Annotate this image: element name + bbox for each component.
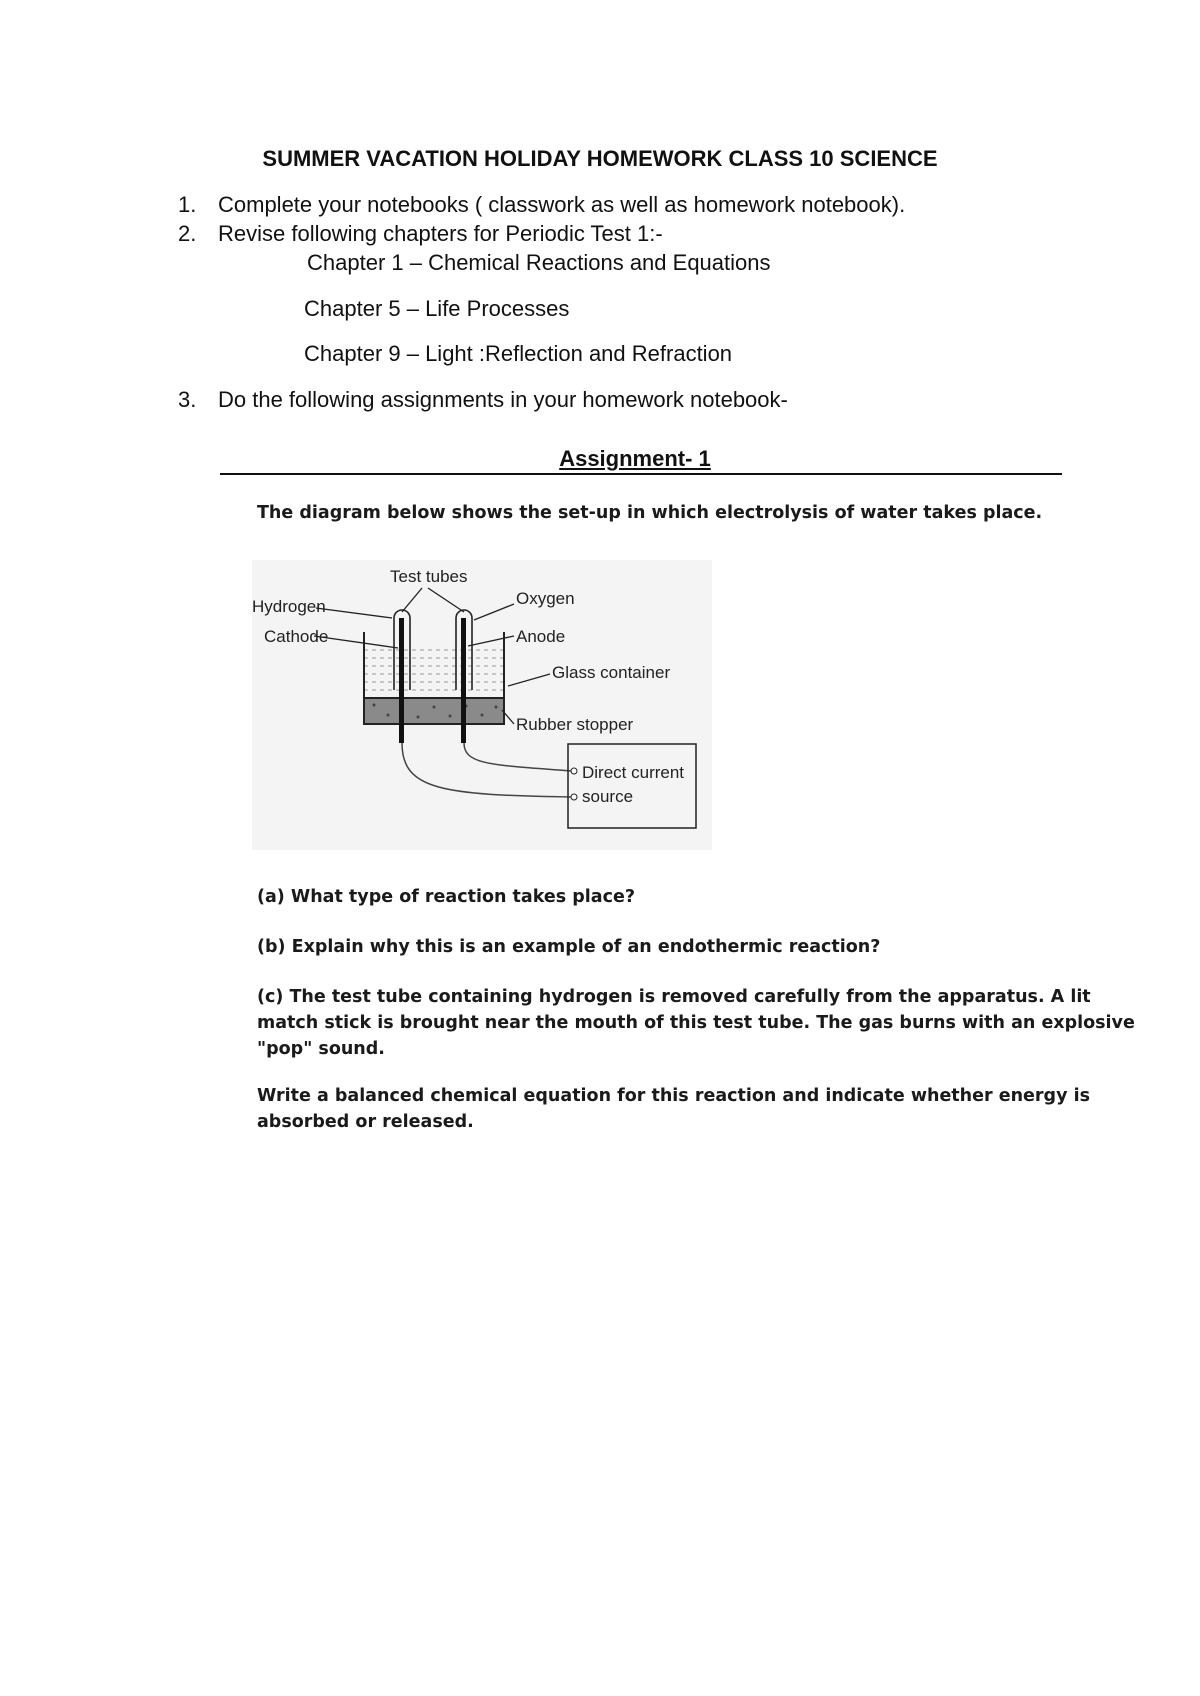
chapter-1: Chapter 1 – Chemical Reactions and Equations [307, 250, 771, 275]
list-number: 3. [178, 387, 197, 412]
label-dc-line2: source [582, 787, 634, 806]
label-glass-container: Glass container [552, 663, 671, 682]
list-text: Complete your notebooks ( classwork as well as homework notebook). [218, 192, 906, 217]
assignment-heading: Assignment- 1 [559, 446, 711, 471]
list-item-2 [178, 221, 663, 247]
label-anode: Anode [516, 627, 566, 646]
list-item-1 [178, 192, 905, 218]
heading-rule [220, 473, 1062, 475]
label-test-tubes: Test tubes [390, 567, 468, 586]
chapter-9: Chapter 9 – Light :Reflection and Refraction [304, 341, 733, 366]
chapter-5: Chapter 5 – Life Processes [304, 296, 570, 321]
assignment-intro: The diagram below shows the set-up in which electrolysis of water takes place. [257, 503, 1043, 523]
rubber-stopper [364, 698, 504, 724]
list-number: 2. [178, 221, 197, 246]
terminal-icon [571, 794, 577, 800]
electrolysis-diagram [252, 560, 712, 850]
list-item-3 [178, 387, 788, 413]
question-a: (a) What type of reaction takes place? [257, 887, 635, 907]
cathode-electrode [399, 618, 404, 743]
list-text: Revise following chapters for Periodic Test 1:- [218, 221, 663, 246]
list-text: Do the following assignments in your homework notebook- [218, 387, 788, 412]
terminal-icon [571, 768, 577, 774]
label-oxygen: Oxygen [516, 589, 575, 608]
label-hydrogen: Hydrogen [252, 597, 326, 616]
list-number: 1. [178, 192, 197, 217]
anode-electrode [461, 618, 466, 743]
document-title: SUMMER VACATION HOLIDAY HOMEWORK CLASS 10 SCIENCE [262, 146, 938, 171]
question-equation: Write a balanced chemical equation for this reaction and indicate whether energy is absorbed or released. [257, 1086, 1090, 1132]
label-dc-line1: Direct current [582, 763, 685, 782]
question-b: (b) Explain why this is an example of an endothermic reaction? [257, 937, 881, 957]
label-rubber-stopper: Rubber stopper [516, 715, 634, 734]
question-c: (c) The test tube containing hydrogen is removed carefully from the apparatus. A lit match stick is brought near the mouth of this test tube. The gas burns with an explosive "pop" sound. [257, 987, 1135, 1059]
label-cathode: Cathode [264, 627, 329, 646]
